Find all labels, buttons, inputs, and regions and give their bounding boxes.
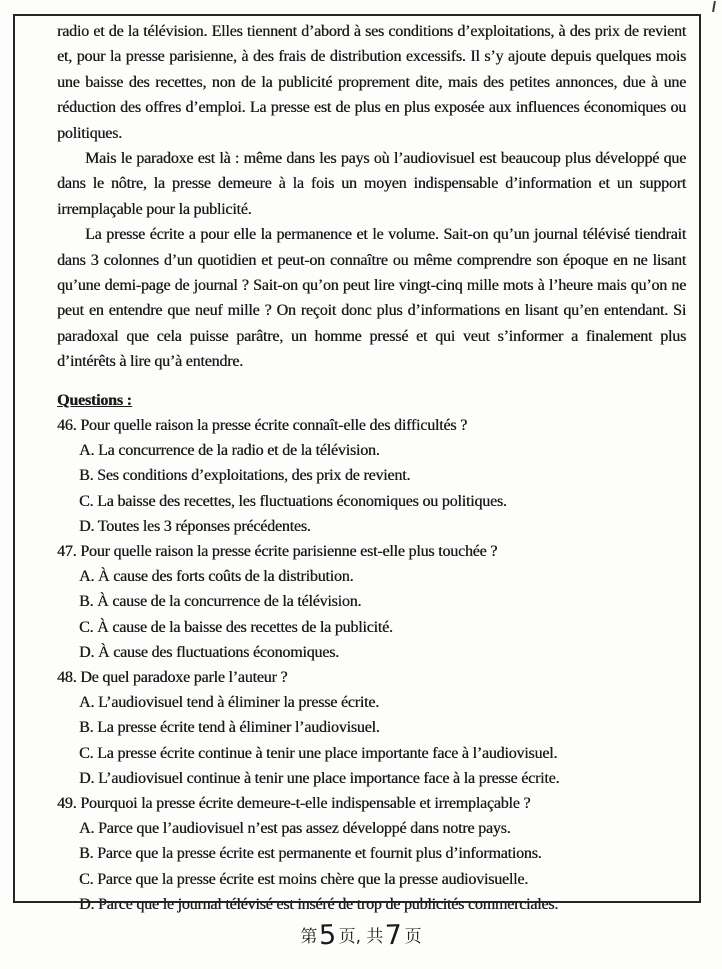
question-46-number: 46. [57, 416, 77, 434]
footer-page-suffix: 页 [404, 927, 422, 947]
question-46-option-c: C. La baisse des recettes, les fluctuations économiques ou politiques. [79, 492, 507, 510]
question-49-option-c: C. Parce que la presse écrite est moins chère que la presse audiovisuelle. [79, 870, 529, 888]
question-49-number: 49. [57, 794, 77, 812]
questions-section [57, 388, 686, 917]
question-48-option-d: D. L’audiovisuel continue à tenir une place importance face à la presse écrite. [79, 769, 560, 787]
question-47-option-d: D. À cause des fluctuations économiques. [79, 643, 339, 661]
question-48-option-b: B. La presse écrite tend à éliminer l’audiovisuel. [79, 719, 380, 737]
question-49-option-d: D. Parce que le journal télévisé est inséré de trop de publicités commerciales. [79, 895, 559, 913]
passage-paragraph-3: La presse écrite a pour elle la permanence et le volume. Sait-on qu’un journal télévisé tiendrait dans 3 colonnes d’un quotidien et peut-on connaître ou même comprendre son époque en ne lisant qu’une demi-page de journal ? Sait-on qu’on peut lire vingt-cinq mille mots à l’heure mais qu’on ne peut en entendre que neuf mille ? On reçoit donc plus d’informations en lisant qu’en entendant. Si paradoxal que cela puisse parâtre, un homme pressé et qui veut s’informer a finalement plus d’intérêts à lire qu’à entendre. [57, 226, 686, 371]
question-47-option-a: A. À cause des forts coûts de la distribution. [79, 568, 354, 586]
footer-page-prefix: 第 [300, 927, 318, 947]
question-46-option-a: A. La concurrence de la radio et de la télévision. [79, 442, 380, 460]
question-47-text: Pour quelle raison la presse écrite parisienne est-elle plus touchée ? [80, 542, 498, 560]
question-47-option-c: C. À cause de la baisse des recettes de la publicité. [79, 618, 393, 636]
question-49-option-b: B. Parce que la presse écrite est permanente et fournit plus d’informations. [79, 845, 542, 863]
question-49-option-a: A. Parce que l’audiovisuel n’est pas assez développé dans notre pays. [79, 820, 511, 838]
question-48-text: De quel paradoxe parle l’auteur ? [80, 668, 288, 686]
question-46-option-b: B. Ses conditions d’exploitations, des prix de revient. [79, 467, 411, 485]
question-46-option-d: D. Toutes les 3 réponses précédentes. [79, 517, 311, 535]
question-48-number: 48. [57, 668, 77, 686]
question-47-number: 47. [57, 542, 77, 560]
question-46-text: Pour quelle raison la presse écrite connaît-elle des difficultés ? [80, 416, 468, 434]
footer-total-pages-number: 7 [384, 919, 404, 952]
question-48-option-a: A. L’audiovisuel tend à éliminer la presse écrite. [79, 694, 379, 712]
footer-current-page-number: 5 [318, 919, 338, 952]
passage-paragraph-1: radio et de la télévision. Elles tiennent d’abord à ses conditions d’exploitations, à des prix de revient et, pour la presse parisienne, à des frais de distribution excessifs. Il s’y ajoute depuis quelques mois une baisse des recettes, non de la publicité proprement dite, mais des petites annonces, due à une réduction des offres d’emploi. La presse est de plus en plus exposée aux influences économiques ou politiques. [57, 23, 686, 142]
question-49-text: Pourquoi la presse écrite demeure-t-elle indispensable et irremplaçable ? [80, 794, 531, 812]
questions-heading: Questions : [57, 391, 132, 409]
page-footer [0, 919, 722, 952]
passage-paragraph-2: Mais le paradoxe est là : même dans les pays où l’audiovisuel est beaucoup plus développé que dans le nôtre, la presse demeure à la fois un moyen indispensable d’information et un support irremplaçable pour la publicité. [57, 150, 686, 218]
footer-middle-text: 页, 共 [338, 927, 384, 947]
scan-artifact-mark [712, 1, 716, 12]
question-48-stem [57, 665, 686, 690]
question-48 [57, 665, 686, 791]
question-49-stem [57, 791, 686, 816]
question-47-stem [57, 539, 686, 564]
question-46-stem [57, 413, 686, 438]
question-49 [57, 791, 686, 917]
question-48-option-c: C. La presse écrite continue à tenir une place importante face à l’audiovisuel. [79, 744, 558, 762]
question-47 [57, 539, 686, 665]
question-46 [57, 413, 686, 539]
page-content [57, 19, 686, 917]
question-47-option-b: B. À cause de la concurrence de la télévision. [79, 593, 362, 611]
